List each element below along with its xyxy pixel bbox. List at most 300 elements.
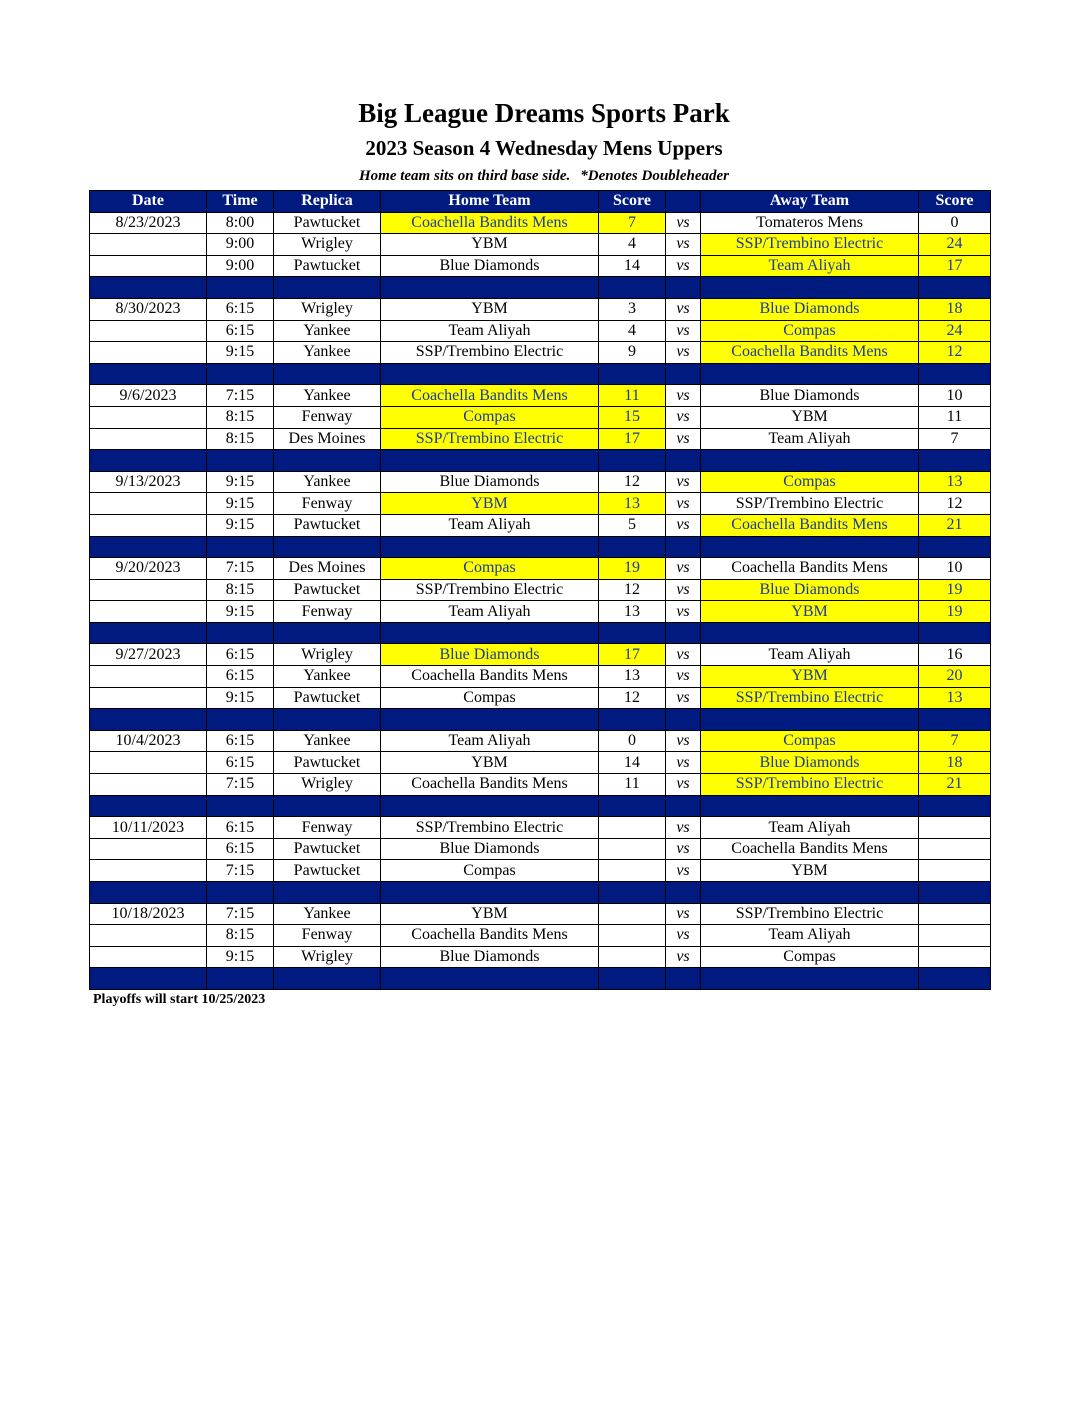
date-cell: 9/6/2023 — [90, 385, 207, 407]
separator-cell — [274, 709, 381, 731]
home-team-cell: Team Aliyah — [381, 514, 599, 536]
separator-cell — [919, 968, 991, 990]
away-team-cell: YBM — [701, 666, 919, 688]
home-score-cell: 12 — [599, 471, 666, 493]
date-cell — [90, 234, 207, 256]
table-row — [90, 342, 991, 364]
away-team-cell: SSP/Trembino Electric — [701, 687, 919, 709]
home-score-cell: 17 — [599, 644, 666, 666]
away-score-cell — [919, 946, 991, 968]
vs-cell: vs — [666, 514, 701, 536]
vs-cell: vs — [666, 838, 701, 860]
home-score-cell: 15 — [599, 406, 666, 428]
home-score-cell: 4 — [599, 320, 666, 342]
time-cell: 9:15 — [207, 342, 274, 364]
separator-cell — [90, 277, 207, 299]
away-score-cell: 18 — [919, 298, 991, 320]
away-score-cell — [919, 838, 991, 860]
separator-row — [90, 968, 991, 990]
replica-cell: Yankee — [274, 320, 381, 342]
replica-cell: Fenway — [274, 601, 381, 623]
time-cell: 9:15 — [207, 471, 274, 493]
separator-cell — [90, 622, 207, 644]
table-row — [90, 601, 991, 623]
away-team-cell: Compas — [701, 320, 919, 342]
home-team-cell: Blue Diamonds — [381, 471, 599, 493]
separator-cell — [207, 536, 274, 558]
replica-cell: Wrigley — [274, 298, 381, 320]
replica-cell: Pawtucket — [274, 514, 381, 536]
replica-cell: Pawtucket — [274, 838, 381, 860]
home-score-cell: 7 — [599, 212, 666, 234]
replica-cell: Pawtucket — [274, 212, 381, 234]
separator-cell — [207, 363, 274, 385]
separator-row — [90, 622, 991, 644]
separator-cell — [381, 536, 599, 558]
home-score-cell — [599, 817, 666, 839]
away-score-cell: 17 — [919, 255, 991, 277]
date-cell: 10/11/2023 — [90, 817, 207, 839]
home-team-cell: Compas — [381, 687, 599, 709]
separator-cell — [207, 882, 274, 904]
separator-cell — [919, 709, 991, 731]
separator-cell — [701, 622, 919, 644]
separator-cell — [599, 968, 666, 990]
home-team-cell: YBM — [381, 234, 599, 256]
separator-row — [90, 709, 991, 731]
away-score-cell: 0 — [919, 212, 991, 234]
separator-cell — [919, 536, 991, 558]
away-team-cell: YBM — [701, 601, 919, 623]
date-cell — [90, 687, 207, 709]
table-row — [90, 838, 991, 860]
vs-cell: vs — [666, 234, 701, 256]
header-away-team: Away Team — [701, 191, 919, 213]
separator-cell — [381, 622, 599, 644]
vs-cell: vs — [666, 558, 701, 580]
replica-cell: Des Moines — [274, 558, 381, 580]
home-score-cell: 14 — [599, 255, 666, 277]
away-score-cell: 21 — [919, 514, 991, 536]
away-score-cell: 10 — [919, 558, 991, 580]
separator-cell — [381, 363, 599, 385]
replica-cell: Pawtucket — [274, 752, 381, 774]
away-score-cell: 13 — [919, 687, 991, 709]
separator-cell — [274, 622, 381, 644]
replica-cell: Pawtucket — [274, 860, 381, 882]
vs-cell: vs — [666, 601, 701, 623]
home-score-cell: 9 — [599, 342, 666, 364]
separator-cell — [274, 277, 381, 299]
table-row — [90, 558, 991, 580]
separator-cell — [701, 882, 919, 904]
home-score-cell: 12 — [599, 687, 666, 709]
replica-cell: Fenway — [274, 493, 381, 515]
away-score-cell: 7 — [919, 428, 991, 450]
replica-cell: Des Moines — [274, 428, 381, 450]
away-score-cell: 12 — [919, 342, 991, 364]
separator-cell — [666, 968, 701, 990]
home-team-cell: Coachella Bandits Mens — [381, 385, 599, 407]
time-cell: 7:15 — [207, 558, 274, 580]
home-score-cell: 19 — [599, 558, 666, 580]
vs-cell: vs — [666, 644, 701, 666]
table-row — [90, 471, 991, 493]
home-score-cell — [599, 860, 666, 882]
schedule-note — [0, 168, 1088, 185]
home-score-cell: 12 — [599, 579, 666, 601]
away-score-cell: 19 — [919, 579, 991, 601]
table-row — [90, 730, 991, 752]
separator-cell — [599, 882, 666, 904]
date-cell — [90, 514, 207, 536]
separator-cell — [599, 622, 666, 644]
replica-cell: Wrigley — [274, 234, 381, 256]
date-cell — [90, 493, 207, 515]
table-row — [90, 298, 991, 320]
home-team-cell: Coachella Bandits Mens — [381, 212, 599, 234]
away-score-cell: 7 — [919, 730, 991, 752]
table-row — [90, 428, 991, 450]
date-cell: 10/4/2023 — [90, 730, 207, 752]
away-score-cell: 21 — [919, 774, 991, 796]
away-team-cell: Blue Diamonds — [701, 385, 919, 407]
away-score-cell: 20 — [919, 666, 991, 688]
replica-cell: Yankee — [274, 666, 381, 688]
time-cell: 9:00 — [207, 234, 274, 256]
home-team-cell: SSP/Trembino Electric — [381, 342, 599, 364]
table-row — [90, 406, 991, 428]
vs-cell: vs — [666, 579, 701, 601]
vs-cell: vs — [666, 471, 701, 493]
home-team-cell: Team Aliyah — [381, 320, 599, 342]
away-team-cell: YBM — [701, 860, 919, 882]
home-team-cell: Coachella Bandits Mens — [381, 774, 599, 796]
time-cell: 8:15 — [207, 925, 274, 947]
home-team-cell: SSP/Trembino Electric — [381, 579, 599, 601]
vs-cell: vs — [666, 687, 701, 709]
separator-cell — [381, 450, 599, 472]
time-cell: 7:15 — [207, 774, 274, 796]
away-team-cell: Coachella Bandits Mens — [701, 514, 919, 536]
separator-cell — [381, 968, 599, 990]
header-time: Time — [207, 191, 274, 213]
time-cell: 8:00 — [207, 212, 274, 234]
away-score-cell — [919, 860, 991, 882]
table-row — [90, 666, 991, 688]
away-score-cell: 11 — [919, 406, 991, 428]
date-cell: 8/30/2023 — [90, 298, 207, 320]
date-cell — [90, 946, 207, 968]
schedule-body — [90, 212, 991, 989]
vs-cell: vs — [666, 406, 701, 428]
away-team-cell: SSP/Trembino Electric — [701, 774, 919, 796]
time-cell: 7:15 — [207, 385, 274, 407]
date-cell: 10/18/2023 — [90, 903, 207, 925]
away-score-cell: 16 — [919, 644, 991, 666]
separator-cell — [207, 277, 274, 299]
separator-cell — [919, 277, 991, 299]
home-team-cell: Team Aliyah — [381, 601, 599, 623]
vs-cell: vs — [666, 212, 701, 234]
home-score-cell: 13 — [599, 493, 666, 515]
table-row — [90, 925, 991, 947]
note-home-team: Home team sits on third base side. — [358, 168, 571, 184]
separator-cell — [207, 450, 274, 472]
away-score-cell — [919, 903, 991, 925]
home-team-cell: YBM — [381, 903, 599, 925]
away-score-cell: 10 — [919, 385, 991, 407]
table-row — [90, 903, 991, 925]
vs-cell: vs — [666, 730, 701, 752]
separator-cell — [207, 622, 274, 644]
home-team-cell: YBM — [381, 493, 599, 515]
date-cell — [90, 255, 207, 277]
header-replica: Replica — [274, 191, 381, 213]
date-cell — [90, 428, 207, 450]
home-score-cell — [599, 946, 666, 968]
time-cell: 6:15 — [207, 298, 274, 320]
table-row — [90, 514, 991, 536]
home-score-cell: 13 — [599, 666, 666, 688]
replica-cell: Fenway — [274, 406, 381, 428]
home-team-cell: YBM — [381, 752, 599, 774]
separator-cell — [381, 882, 599, 904]
table-row — [90, 644, 991, 666]
home-score-cell: 0 — [599, 730, 666, 752]
separator-row — [90, 536, 991, 558]
away-team-cell: Coachella Bandits Mens — [701, 558, 919, 580]
date-cell: 9/13/2023 — [90, 471, 207, 493]
separator-cell — [701, 536, 919, 558]
vs-cell: vs — [666, 774, 701, 796]
replica-cell: Wrigley — [274, 774, 381, 796]
time-cell: 7:15 — [207, 860, 274, 882]
time-cell: 9:00 — [207, 255, 274, 277]
separator-cell — [666, 277, 701, 299]
away-score-cell: 24 — [919, 320, 991, 342]
away-score-cell: 24 — [919, 234, 991, 256]
replica-cell: Yankee — [274, 730, 381, 752]
separator-cell — [599, 536, 666, 558]
note-doubleheader: *Denotes Doubleheader — [580, 168, 729, 184]
replica-cell: Yankee — [274, 342, 381, 364]
table-row — [90, 320, 991, 342]
away-team-cell: Compas — [701, 471, 919, 493]
replica-cell: Fenway — [274, 925, 381, 947]
date-cell — [90, 579, 207, 601]
time-cell: 8:15 — [207, 579, 274, 601]
date-cell — [90, 342, 207, 364]
home-team-cell: Compas — [381, 406, 599, 428]
table-row — [90, 385, 991, 407]
home-team-cell: YBM — [381, 298, 599, 320]
separator-row — [90, 450, 991, 472]
date-cell: 9/20/2023 — [90, 558, 207, 580]
time-cell: 9:15 — [207, 493, 274, 515]
table-row — [90, 946, 991, 968]
away-team-cell: YBM — [701, 406, 919, 428]
time-cell: 7:15 — [207, 903, 274, 925]
home-team-cell: SSP/Trembino Electric — [381, 817, 599, 839]
replica-cell: Wrigley — [274, 946, 381, 968]
away-team-cell: Blue Diamonds — [701, 298, 919, 320]
separator-cell — [701, 277, 919, 299]
vs-cell: vs — [666, 320, 701, 342]
table-row — [90, 752, 991, 774]
separator-cell — [919, 450, 991, 472]
away-team-cell: SSP/Trembino Electric — [701, 234, 919, 256]
replica-cell: Wrigley — [274, 644, 381, 666]
separator-cell — [274, 363, 381, 385]
separator-cell — [599, 795, 666, 817]
separator-cell — [274, 882, 381, 904]
date-cell: 9/27/2023 — [90, 644, 207, 666]
table-row — [90, 860, 991, 882]
time-cell: 6:15 — [207, 666, 274, 688]
vs-cell: vs — [666, 752, 701, 774]
separator-row — [90, 795, 991, 817]
separator-cell — [90, 363, 207, 385]
home-score-cell: 13 — [599, 601, 666, 623]
separator-cell — [90, 968, 207, 990]
separator-cell — [90, 882, 207, 904]
separator-cell — [666, 709, 701, 731]
time-cell: 6:15 — [207, 838, 274, 860]
table-row — [90, 212, 991, 234]
separator-cell — [701, 450, 919, 472]
home-score-cell: 4 — [599, 234, 666, 256]
separator-cell — [274, 536, 381, 558]
replica-cell: Yankee — [274, 385, 381, 407]
separator-cell — [666, 363, 701, 385]
table-row — [90, 255, 991, 277]
page-title: Big League Dreams Sports Park — [358, 98, 730, 128]
replica-cell: Pawtucket — [274, 255, 381, 277]
vs-cell: vs — [666, 385, 701, 407]
time-cell: 8:15 — [207, 406, 274, 428]
separator-cell — [599, 363, 666, 385]
date-cell — [90, 860, 207, 882]
vs-cell: vs — [666, 860, 701, 882]
home-team-cell: Blue Diamonds — [381, 838, 599, 860]
home-team-cell: Compas — [381, 558, 599, 580]
vs-cell: vs — [666, 428, 701, 450]
separator-row — [90, 277, 991, 299]
replica-cell: Yankee — [274, 903, 381, 925]
time-cell: 9:15 — [207, 946, 274, 968]
home-team-cell: SSP/Trembino Electric — [381, 428, 599, 450]
vs-cell: vs — [666, 298, 701, 320]
separator-cell — [701, 795, 919, 817]
home-score-cell: 3 — [599, 298, 666, 320]
vs-cell: vs — [666, 946, 701, 968]
date-cell — [90, 666, 207, 688]
replica-cell: Pawtucket — [274, 579, 381, 601]
away-team-cell: Coachella Bandits Mens — [701, 838, 919, 860]
separator-cell — [666, 882, 701, 904]
away-score-cell: 12 — [919, 493, 991, 515]
away-team-cell: Compas — [701, 730, 919, 752]
time-cell: 9:15 — [207, 601, 274, 623]
away-team-cell: Team Aliyah — [701, 255, 919, 277]
home-team-cell: Blue Diamonds — [381, 644, 599, 666]
separator-cell — [701, 968, 919, 990]
home-score-cell — [599, 925, 666, 947]
separator-cell — [90, 450, 207, 472]
replica-cell: Fenway — [274, 817, 381, 839]
away-team-cell: Team Aliyah — [701, 817, 919, 839]
date-cell — [90, 601, 207, 623]
away-team-cell: SSP/Trembino Electric — [701, 903, 919, 925]
away-team-cell: Team Aliyah — [701, 925, 919, 947]
separator-cell — [666, 795, 701, 817]
date-cell — [90, 925, 207, 947]
separator-cell — [381, 709, 599, 731]
away-team-cell: Team Aliyah — [701, 428, 919, 450]
date-cell: 8/23/2023 — [90, 212, 207, 234]
away-team-cell: Compas — [701, 946, 919, 968]
separator-cell — [666, 622, 701, 644]
separator-cell — [381, 277, 599, 299]
separator-cell — [666, 450, 701, 472]
home-team-cell: Team Aliyah — [381, 730, 599, 752]
separator-cell — [90, 795, 207, 817]
header-date: Date — [90, 191, 207, 213]
vs-cell: vs — [666, 342, 701, 364]
away-team-cell: Blue Diamonds — [701, 579, 919, 601]
date-cell — [90, 320, 207, 342]
vs-cell: vs — [666, 255, 701, 277]
time-cell: 6:15 — [207, 752, 274, 774]
away-score-cell: 18 — [919, 752, 991, 774]
separator-cell — [666, 536, 701, 558]
home-score-cell: 17 — [599, 428, 666, 450]
separator-cell — [701, 363, 919, 385]
away-team-cell: Blue Diamonds — [701, 752, 919, 774]
time-cell: 9:15 — [207, 514, 274, 536]
separator-row — [90, 882, 991, 904]
home-score-cell: 11 — [599, 774, 666, 796]
separator-cell — [90, 709, 207, 731]
table-row — [90, 579, 991, 601]
time-cell: 6:15 — [207, 730, 274, 752]
away-team-cell: Coachella Bandits Mens — [701, 342, 919, 364]
away-score-cell: 19 — [919, 601, 991, 623]
table-row — [90, 817, 991, 839]
away-score-cell: 13 — [919, 471, 991, 493]
away-score-cell — [919, 817, 991, 839]
header-home-score: Score — [599, 191, 666, 213]
home-team-cell: Blue Diamonds — [381, 946, 599, 968]
separator-cell — [701, 709, 919, 731]
separator-cell — [90, 536, 207, 558]
vs-cell: vs — [666, 493, 701, 515]
vs-cell: vs — [666, 925, 701, 947]
time-cell: 8:15 — [207, 428, 274, 450]
home-team-cell: Blue Diamonds — [381, 255, 599, 277]
home-team-cell: Compas — [381, 860, 599, 882]
table-row — [90, 493, 991, 515]
away-score-cell — [919, 925, 991, 947]
table-row — [90, 687, 991, 709]
header-vs — [666, 191, 701, 213]
home-team-cell: Coachella Bandits Mens — [381, 925, 599, 947]
schedule-table — [89, 190, 991, 990]
table-row — [90, 774, 991, 796]
home-score-cell — [599, 903, 666, 925]
separator-cell — [274, 450, 381, 472]
